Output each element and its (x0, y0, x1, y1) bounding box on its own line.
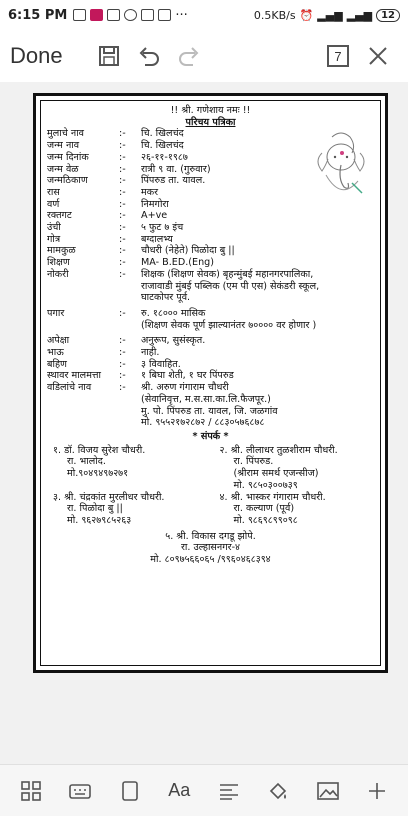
signal-icon-2: ▂▄▆ (346, 8, 373, 22)
alarm-icon: ⏰ (299, 8, 314, 22)
facebook-icon (141, 9, 154, 21)
contact-line: (श्रीराम समर्थ एजन्सीज) (233, 468, 319, 480)
document-page[interactable] (33, 93, 388, 673)
salary-line: (शिक्षण सेवक पूर्ण झाल्यानंतर ७०००० वर होणार ) (141, 319, 317, 331)
field-sep: :- (119, 210, 126, 222)
field-label: जन्म नाव (47, 140, 80, 152)
network-speed: 0.5KB/s (253, 8, 296, 22)
contact-line: रा. पिळोदा बु || (67, 503, 123, 515)
status-time: 6:15 PM (8, 7, 68, 23)
page-count-button[interactable] (318, 36, 358, 76)
whatsapp-icon (124, 9, 137, 21)
document-area[interactable] (0, 82, 408, 686)
field-value: चि. खिलचंद (141, 140, 184, 152)
notification-icons (73, 8, 187, 23)
contacts-grid (47, 445, 374, 527)
field-row (47, 359, 374, 371)
job-label: नोकरी (47, 268, 69, 280)
job-line: शिक्षक (शिक्षण सेवक) बृहन्मुंबई महानगरपालिका, (141, 268, 314, 280)
contact-line: मो. ९६२७९८५२६३ (67, 514, 132, 526)
field-value: नाही. (141, 347, 160, 359)
field-sep: :- (119, 151, 126, 163)
field-value: चि. खिलचंद (141, 128, 184, 140)
salary-line: रु. १८००० मासिक (141, 307, 206, 319)
field-sep: :- (119, 370, 126, 382)
contact-line: मो. ९८६९८९९०९८ (233, 514, 298, 526)
insert-plus-icon[interactable] (360, 774, 394, 808)
field-sep: :- (119, 233, 126, 245)
field-value: १ बिघा शेती, १ घर पिंपरुड (141, 370, 234, 382)
status-bar (0, 0, 408, 30)
field-label: बहिण (47, 358, 67, 370)
field-sep: :- (119, 358, 126, 370)
contact-name: ५. श्री. विकास दगडू झोपे. (165, 530, 256, 542)
field-row (47, 347, 374, 359)
gallery-icon (107, 9, 120, 21)
field-value: बग्दालभ्य (141, 233, 173, 245)
biodata-frame (40, 100, 381, 666)
field-value: २६-११-१९८७ (141, 151, 188, 163)
contact-card (47, 492, 208, 527)
field-value: ५ फुट ७ इंच (141, 222, 184, 234)
contact-card-5 (47, 531, 374, 566)
field-sep: :- (119, 163, 126, 175)
field-sep: :- (119, 222, 126, 234)
field-label: भाऊ (47, 347, 64, 359)
layout-icon[interactable] (14, 774, 48, 808)
undo-icon[interactable] (129, 36, 169, 76)
field-value: A+ve (141, 210, 168, 222)
field-value: MA- B.ED.(Eng) (141, 257, 214, 269)
insert-image-icon[interactable] (311, 774, 345, 808)
field-value: निमगोरा (141, 198, 169, 210)
job-sep: :- (119, 268, 126, 280)
field-sep: :- (119, 140, 126, 152)
field-label: स्थावर मालमत्ता (47, 370, 102, 382)
more-notifications-icon: ··· (175, 7, 188, 23)
contact-line: रा. कल्याण (पूर्व) (233, 503, 295, 515)
job-row (47, 269, 374, 304)
field-value: अनुरूप, सुसंस्कृत. (141, 335, 206, 347)
contact-line: रा. भालोद. (67, 456, 106, 468)
contact-name: २. श्री. लीलाधर तुळशीराम चौधरी. (219, 444, 338, 456)
ganesh-illustration (312, 131, 370, 203)
father-line: (सेवानिवृत्त, म.स.सा.का.लि.फैजपूर.) (141, 393, 271, 405)
field-label: शिक्षण (47, 257, 70, 269)
save-icon[interactable] (89, 36, 129, 76)
field-row (47, 370, 374, 382)
field-label: अपेक्षा (47, 335, 70, 347)
field-sep: :- (119, 175, 126, 187)
field-label: उंची (47, 222, 61, 234)
father-line: श्री. अरुण गंगाराम चौधरी (141, 382, 229, 394)
field-label: रक्तगट (47, 210, 72, 222)
field-label: गोत्र (47, 233, 61, 245)
contact-card (214, 492, 375, 527)
field-sep: :- (119, 186, 126, 198)
field-row (47, 257, 374, 269)
salary-sep: :- (119, 307, 126, 319)
message-icon (73, 9, 86, 21)
field-value: रात्री ९ वा. (गुरुवार) (141, 163, 211, 175)
battery-icon: 12 (376, 9, 400, 22)
field-row (47, 210, 374, 222)
father-row (47, 382, 374, 429)
field-row (47, 245, 374, 257)
field-sep: :- (119, 335, 126, 347)
field-value: पिंपरुड ता. यावल. (141, 175, 206, 187)
field-value: ३ विवाहित. (141, 358, 181, 370)
app-notification-icon (90, 9, 103, 21)
salary-label: पगार (47, 307, 65, 319)
field-row (47, 335, 374, 347)
close-icon[interactable] (358, 36, 398, 76)
field-sep: :- (119, 257, 126, 269)
editor-toolbar (0, 30, 408, 82)
field-label: मामकुळ (47, 245, 76, 257)
field-value: मकर (141, 186, 159, 198)
youtube-icon (158, 9, 171, 21)
font-format-icon[interactable]: Aa (168, 780, 191, 800)
paragraph-align-icon[interactable] (212, 774, 246, 808)
field-sep: :- (119, 347, 126, 359)
field-label: जन्म वेळ (47, 163, 79, 175)
signal-icon: ▂▄▆ (317, 8, 343, 22)
field-row (47, 234, 374, 246)
contact-line: मो.९०४९४९७२७१ (67, 468, 129, 480)
contact-heading: * संपर्क * (192, 430, 229, 442)
contact-line: मो. ९८५०३००७३९ (233, 479, 298, 491)
father-line: मो. ९५५२१७२८७२ / ८८३०५७६८७८ (141, 417, 265, 429)
father-sep: :- (119, 382, 126, 394)
contact-line: रा. पिंपरुड. (233, 456, 274, 468)
invocation-text: !! श्री. गणेशाय नमः !! (170, 105, 251, 116)
document-title: परिचय पत्रिका (185, 116, 236, 128)
contact-line: मो. ८०९७५६६०६५ /९९६०४६८३९४ (150, 554, 271, 566)
contact-name: १. डॉ. विजय सुरेश चौधरी. (53, 444, 146, 456)
keyboard-icon[interactable] (63, 774, 97, 808)
page-count: 7 (327, 45, 349, 67)
field-label: रास (47, 186, 60, 198)
field-sep: :- (119, 198, 126, 210)
field-sep: :- (119, 245, 126, 257)
formatting-bar (0, 764, 408, 816)
contact-card (214, 445, 375, 492)
fill-color-icon[interactable] (261, 774, 295, 808)
contact-line: रा. उल्हासनगर-४ (180, 542, 241, 554)
field-label: मुलाचे नाव (47, 128, 85, 140)
page-view-icon[interactable] (113, 774, 147, 808)
contact-name: ४. श्री. भास्कर गंगाराम चौधरी. (219, 491, 326, 503)
father-label: वडिलांचे नाव (47, 382, 92, 394)
job-line: घाटकोपर पूर्व. (141, 292, 191, 304)
field-sep: :- (119, 128, 126, 140)
field-row (47, 222, 374, 234)
redo-icon[interactable] (169, 36, 209, 76)
salary-row (47, 308, 374, 331)
job-line: राजावाडी मुंबई पब्लिक (एम पी एस) सेकंडरी स्कूल, (141, 280, 320, 292)
field-value: चौधरी (नेहेते) पिळोदा बु || (141, 245, 235, 257)
field-label: जन्मठिकाण (47, 175, 88, 187)
field-label: वर्ण (47, 198, 60, 210)
contact-card (47, 445, 208, 492)
father-line: मु. पो. पिंपरुड ता. यावल, जि. जळगांव (141, 405, 278, 417)
contact-name: ३. श्री. चंद्रकांत मुरलीधर चौधरी. (53, 491, 165, 503)
field-label: जन्म दिनांक (47, 151, 89, 163)
done-button[interactable]: Done (10, 43, 63, 68)
